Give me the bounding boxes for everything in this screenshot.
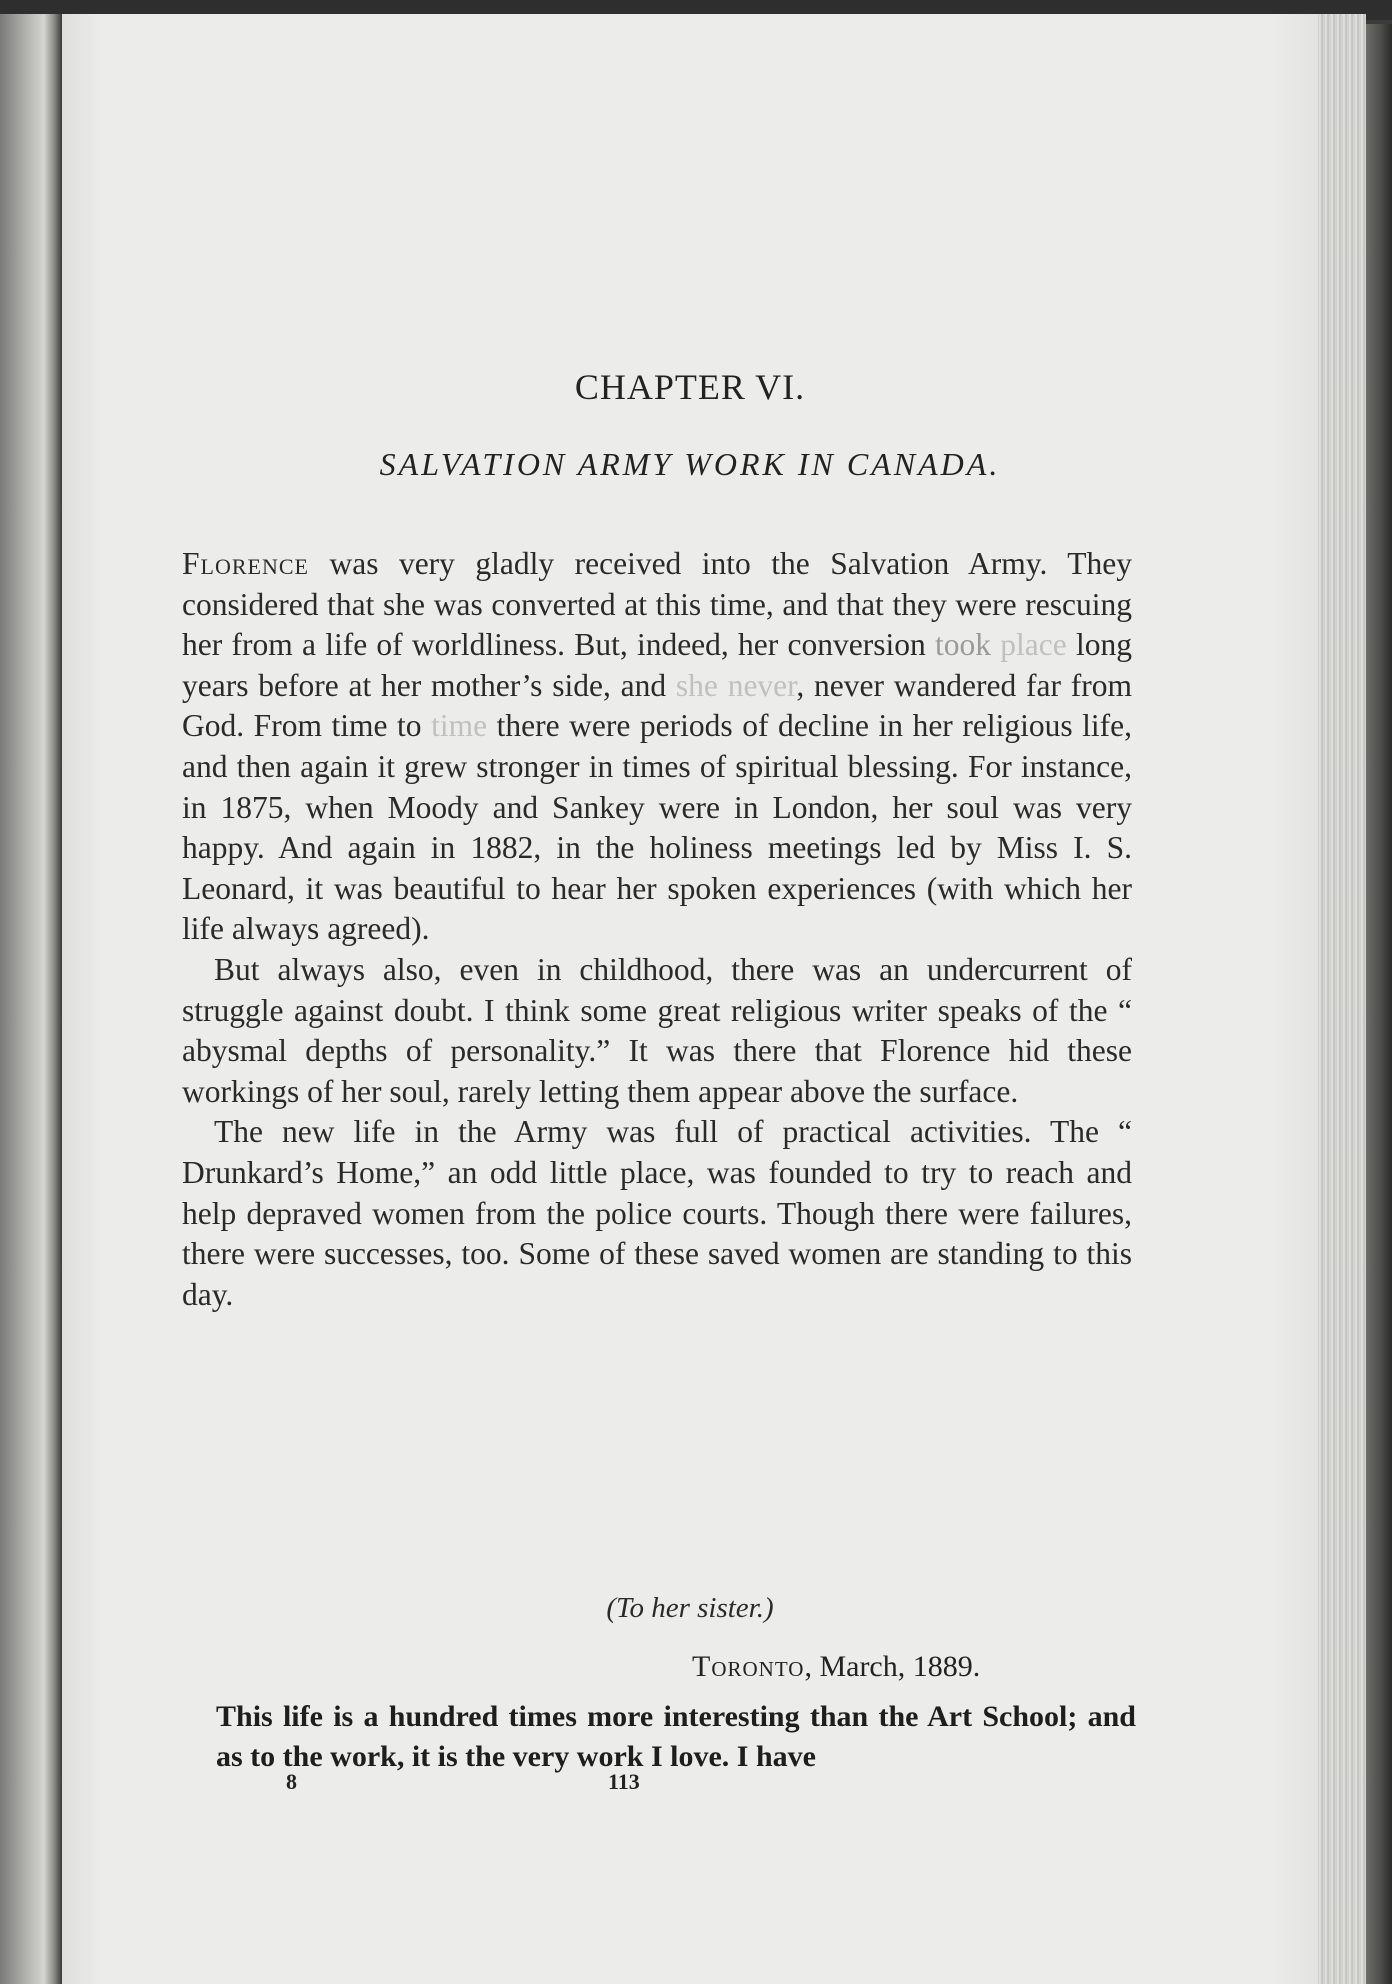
- paragraph-1-faded-b: took: [935, 627, 1001, 663]
- paragraph-1-faded-e: she never: [675, 667, 797, 703]
- page-number: 113: [608, 1769, 640, 1794]
- paragraph-1-faded-g: time: [431, 708, 488, 744]
- signature-mark: 8: [286, 1769, 297, 1794]
- paragraph-1-part-a: was very gladly received into the Salvation Army. They considered that she was converted at this time, and that they were rescuing her from a life of worldliness. But, indeed, her conversion: [182, 546, 1132, 663]
- book-page: [62, 14, 1328, 1984]
- paragraph-2: But always also, even in childhood, there was an undercurrent of struggle against doubt. I think some great religious writer speaks of the “ abysmal depths of personality.” It was there that Florence hid these workings of her soul, rarely letting them appear above the surface.: [182, 951, 1132, 1109]
- paragraph-1: [182, 544, 1132, 950]
- letter-body: This life is a hundred times more interesting than the Art School; and as to the work, it is the very work I love. I have: [216, 1700, 1136, 1773]
- paragraph-3: The new life in the Army was full of practical activities. The “ Drunkard’s Home,” an odd little place, was founded to try to reach and help depraved women from the police courts. Though there were failures, there were successes, too. Some of these saved women are standing to this day.: [182, 1114, 1132, 1312]
- book-cover-edge-right: [1366, 24, 1392, 1984]
- letter-heading: (To her sister.): [606, 1592, 774, 1624]
- paragraph-1-part-f: , never wandered far from God. From time to: [182, 667, 1133, 744]
- chapter-body: [182, 544, 1132, 1315]
- page-fore-edge: [1318, 14, 1366, 1984]
- lead-word: Florence: [182, 546, 309, 581]
- chapter-subtitle: SALVATION ARMY WORK IN CANADA.: [379, 446, 1001, 482]
- letter-dateline: [692, 1650, 980, 1684]
- paragraph-1-part-h: there were periods of decline in her religious life, and then again it grew stronger in times of spiritual blessing. For instance, in 1875, when Moody and Sankey were in London, her soul was very happy. And again in 1882, in the holiness meetings led by Miss I. S. Leonard, it was beautiful to hear her spoken experiences (with which her life always agreed).: [182, 708, 1132, 947]
- paragraph-1-faded-c: place: [1000, 627, 1067, 663]
- paragraph-1-part-d: long years before at her mother’s side, and: [182, 627, 1132, 703]
- chapter-title: CHAPTER VI.: [574, 367, 806, 407]
- book-gutter-left: [0, 14, 62, 1984]
- letter-place: Toronto: [692, 1650, 805, 1683]
- letter-date: , March, 1889.: [804, 1650, 981, 1683]
